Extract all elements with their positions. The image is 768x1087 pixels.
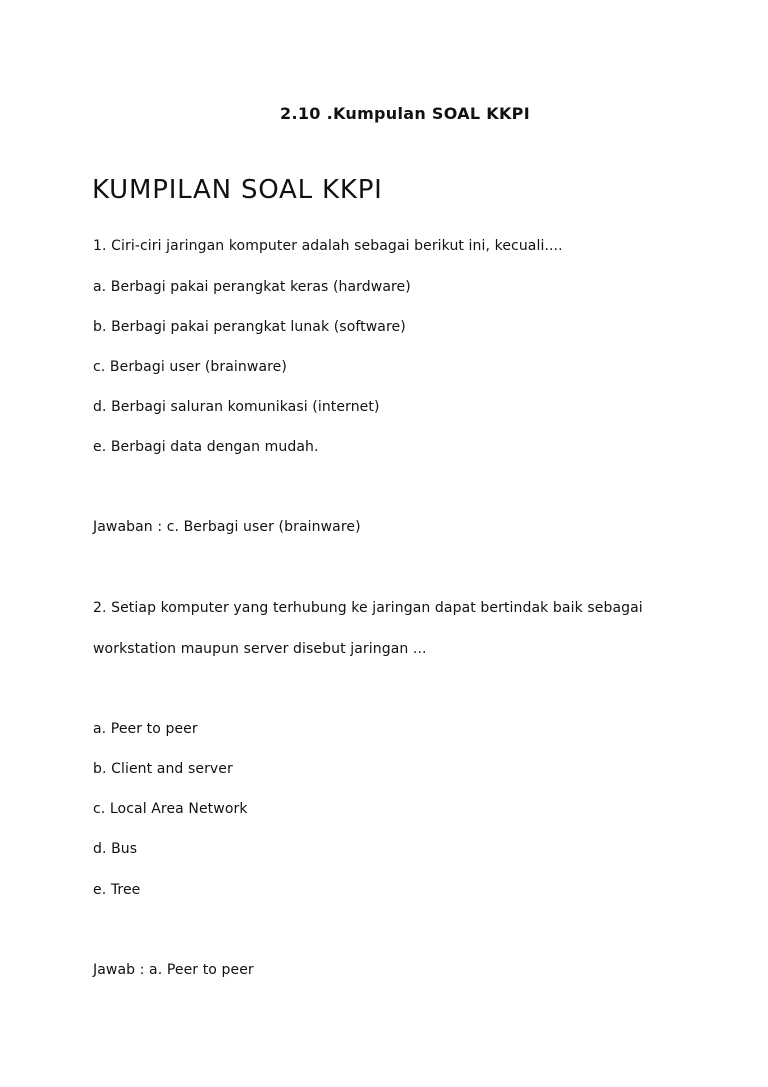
main-heading: KUMPILAN SOAL KKPI: [92, 175, 383, 205]
question-2-option-a: a. Peer to peer: [93, 721, 198, 737]
question-1-option-e: e. Berbagi data dengan mudah.: [93, 439, 319, 455]
question-2-text-line-2: workstation maupun server disebut jaringan ...: [93, 641, 427, 657]
question-2-text-line-1: 2. Setiap komputer yang terhubung ke jaringan dapat bertindak baik sebagai: [93, 600, 643, 616]
question-2-answer: Jawab : a. Peer to peer: [93, 962, 254, 978]
document-title: 2.10 .Kumpulan SOAL KKPI: [280, 104, 530, 123]
question-1-text: 1. Ciri-ciri jaringan komputer adalah sebagai berikut ini, kecuali....: [93, 238, 563, 254]
question-1-option-d: d. Berbagi saluran komunikasi (internet): [93, 399, 380, 415]
question-2-option-b: b. Client and server: [93, 761, 233, 777]
question-2-option-e: e. Tree: [93, 882, 141, 898]
question-1-option-c: c. Berbagi user (brainware): [93, 359, 287, 375]
question-2-option-c: c. Local Area Network: [93, 801, 248, 817]
question-2-option-d: d. Bus: [93, 841, 138, 857]
question-1-answer: Jawaban : c. Berbagi user (brainware): [93, 519, 361, 535]
question-1-option-b: b. Berbagi pakai perangkat lunak (software): [93, 319, 406, 335]
question-1-option-a: a. Berbagi pakai perangkat keras (hardware): [93, 279, 411, 295]
